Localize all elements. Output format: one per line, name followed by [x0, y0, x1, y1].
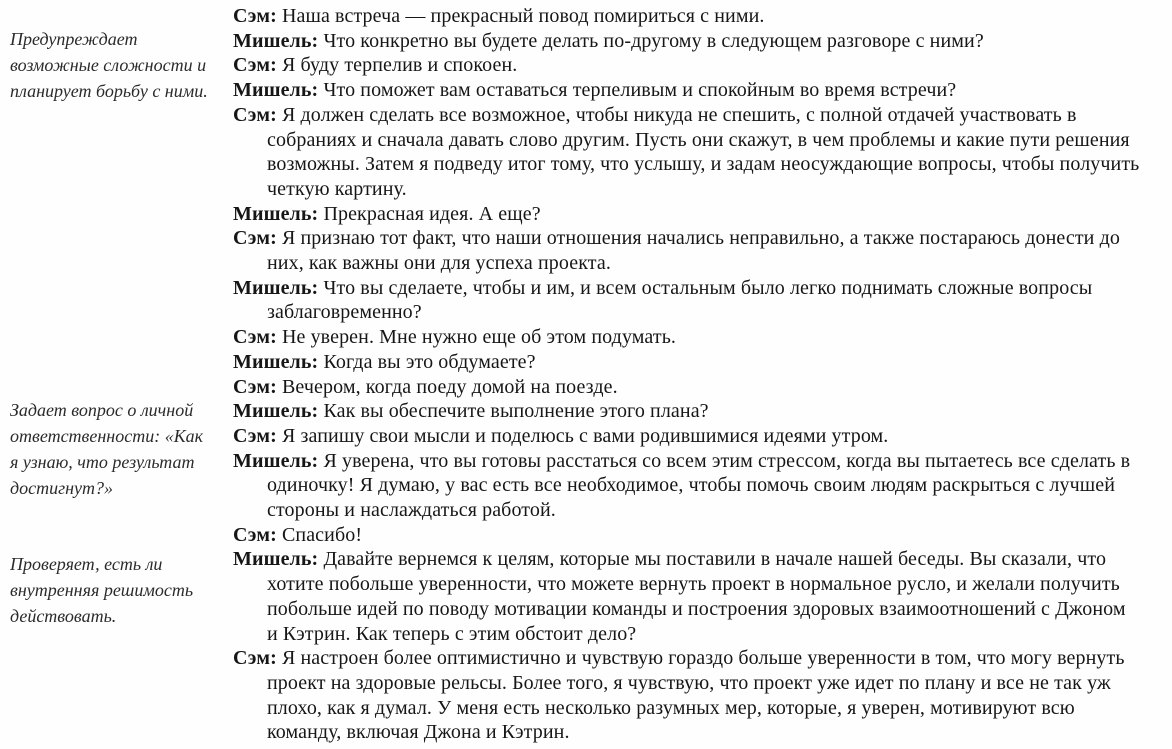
speaker-name: Сэм:	[233, 375, 277, 398]
utterance-text: Как вы обеспечите выполнение этого плана?	[323, 400, 709, 423]
dialogue-paragraph	[233, 646, 1140, 745]
dialogue-paragraph	[233, 103, 1140, 202]
speaker-name: Сэм:	[233, 227, 277, 250]
utterance-text: Спасибо!	[281, 523, 363, 546]
dialogue-paragraph	[233, 53, 1140, 78]
speaker-name: Мишель:	[233, 350, 319, 373]
dialogue-paragraph	[233, 424, 1140, 449]
utterance-text: Я настроен более оптимистично и чувствую гораздо больше уверенности в том, что могу вернуть проект на здоровые рельсы. Более того, я чувствую, что проект уже идет по плану и все не так уж плохо, как я думал. У меня есть несколько разумных мер, которые, я уверен, мотивируют всю команду, включая Джона и Кэтрин.	[267, 647, 1125, 744]
speaker-name: Мишель:	[233, 79, 319, 102]
dialogue-column	[233, 4, 1140, 745]
dialogue-paragraph	[233, 449, 1140, 523]
dialogue-paragraph	[233, 350, 1140, 375]
utterance-text: Наша встреча — прекрасный повод помириться с ними.	[281, 5, 765, 27]
margin-note: Предупреждает возможные сложности и планирует борьбу с ними.	[10, 29, 208, 101]
utterance-text: Я буду терпелив и спокоен.	[281, 54, 518, 77]
utterance-text: Не уверен. Мне нужно еще об этом подумать.	[281, 326, 677, 349]
utterance-text: Что конкретно вы будете делать по-другому в следующем разговоре с ними?	[323, 29, 984, 52]
utterance-text: Прекрасная идея. А еще?	[323, 202, 541, 225]
speaker-name: Сэм:	[233, 326, 277, 349]
dialogue-paragraph	[233, 226, 1140, 275]
speaker-name: Сэм:	[233, 523, 277, 546]
utterance-text: Когда вы это обдумаете?	[323, 350, 536, 373]
dialogue-paragraph	[233, 399, 1140, 424]
utterance-text: Вечером, когда поеду домой на поезде.	[281, 375, 618, 398]
dialogue-paragraph	[233, 276, 1140, 325]
utterance-text: Я запишу свои мысли и поделюсь с вами родившимися идеями утром.	[281, 424, 889, 447]
margin-note: Проверяет, есть ли внутренняя решимость действовать.	[10, 554, 194, 626]
dialogue-paragraph	[233, 4, 1140, 29]
speaker-name: Мишель:	[233, 449, 319, 472]
utterance-text: Что поможет вам оставаться терпеливым и спокойным во время встречи?	[323, 79, 957, 102]
speaker-name: Сэм:	[233, 103, 277, 126]
speaker-name: Мишель:	[233, 202, 319, 225]
utterance-text: Я уверена, что вы готовы расстаться со всем этим стрессом, когда вы пытаетесь все сделать в одиночку! Я думаю, у вас есть все необходимое, чтобы помочь своим людям раскрыться с лучшей стороны и наслаждаться работой.	[267, 449, 1131, 522]
dialogue-paragraph	[233, 375, 1140, 400]
dialogue-paragraph	[233, 547, 1140, 646]
dialogue-paragraph	[233, 325, 1140, 350]
speaker-name: Мишель:	[233, 548, 319, 571]
dialogue-paragraph	[233, 78, 1140, 103]
speaker-name: Мишель:	[233, 400, 319, 423]
speaker-name: Мишель:	[233, 29, 319, 52]
dialogue-paragraph	[233, 29, 1140, 54]
dialogue-paragraph	[233, 202, 1140, 227]
utterance-text: Я признаю тот факт, что наши отношения начались неправильно, а также постараюсь донести до них, как важны они для успеха проекта.	[267, 227, 1120, 275]
dialogue-paragraph	[233, 523, 1140, 548]
margin-note: Задает вопрос о личной ответственности: «Как я узнаю, что результат достигнут?»	[10, 400, 204, 498]
utterance-text: Я должен сделать все возможное, чтобы никуда не спешить, с полной отдачей участвовать в собраниях и сначала давать слово другим. Пусть они скажут, в чем проблемы и какие пути решения возможны. Затем я подведу итог тому, что услышу, и задам неосуждающие вопросы, чтобы получить четкую картину.	[267, 103, 1140, 200]
speaker-name: Сэм:	[233, 647, 277, 670]
utterance-text: Что вы сделаете, чтобы и им, и всем остальным было легко поднимать сложные вопросы заблаговременно?	[267, 276, 1093, 324]
speaker-name: Мишель:	[233, 276, 319, 299]
speaker-name: Сэм:	[233, 424, 277, 447]
utterance-text: Давайте вернемся к целям, которые мы поставили в начале нашей беседы. Вы сказали, что хотите побольше уверенности, что можете вернуть проект в нормальное русло, и желали получить побольше идей по поводу мотивации команды и построения здоровых взаимоотношений с Джоном и Кэтрин. Как теперь с этим обстоит дело?	[267, 548, 1126, 645]
speaker-name: Сэм:	[233, 54, 277, 77]
speaker-name: Сэм:	[233, 5, 277, 27]
